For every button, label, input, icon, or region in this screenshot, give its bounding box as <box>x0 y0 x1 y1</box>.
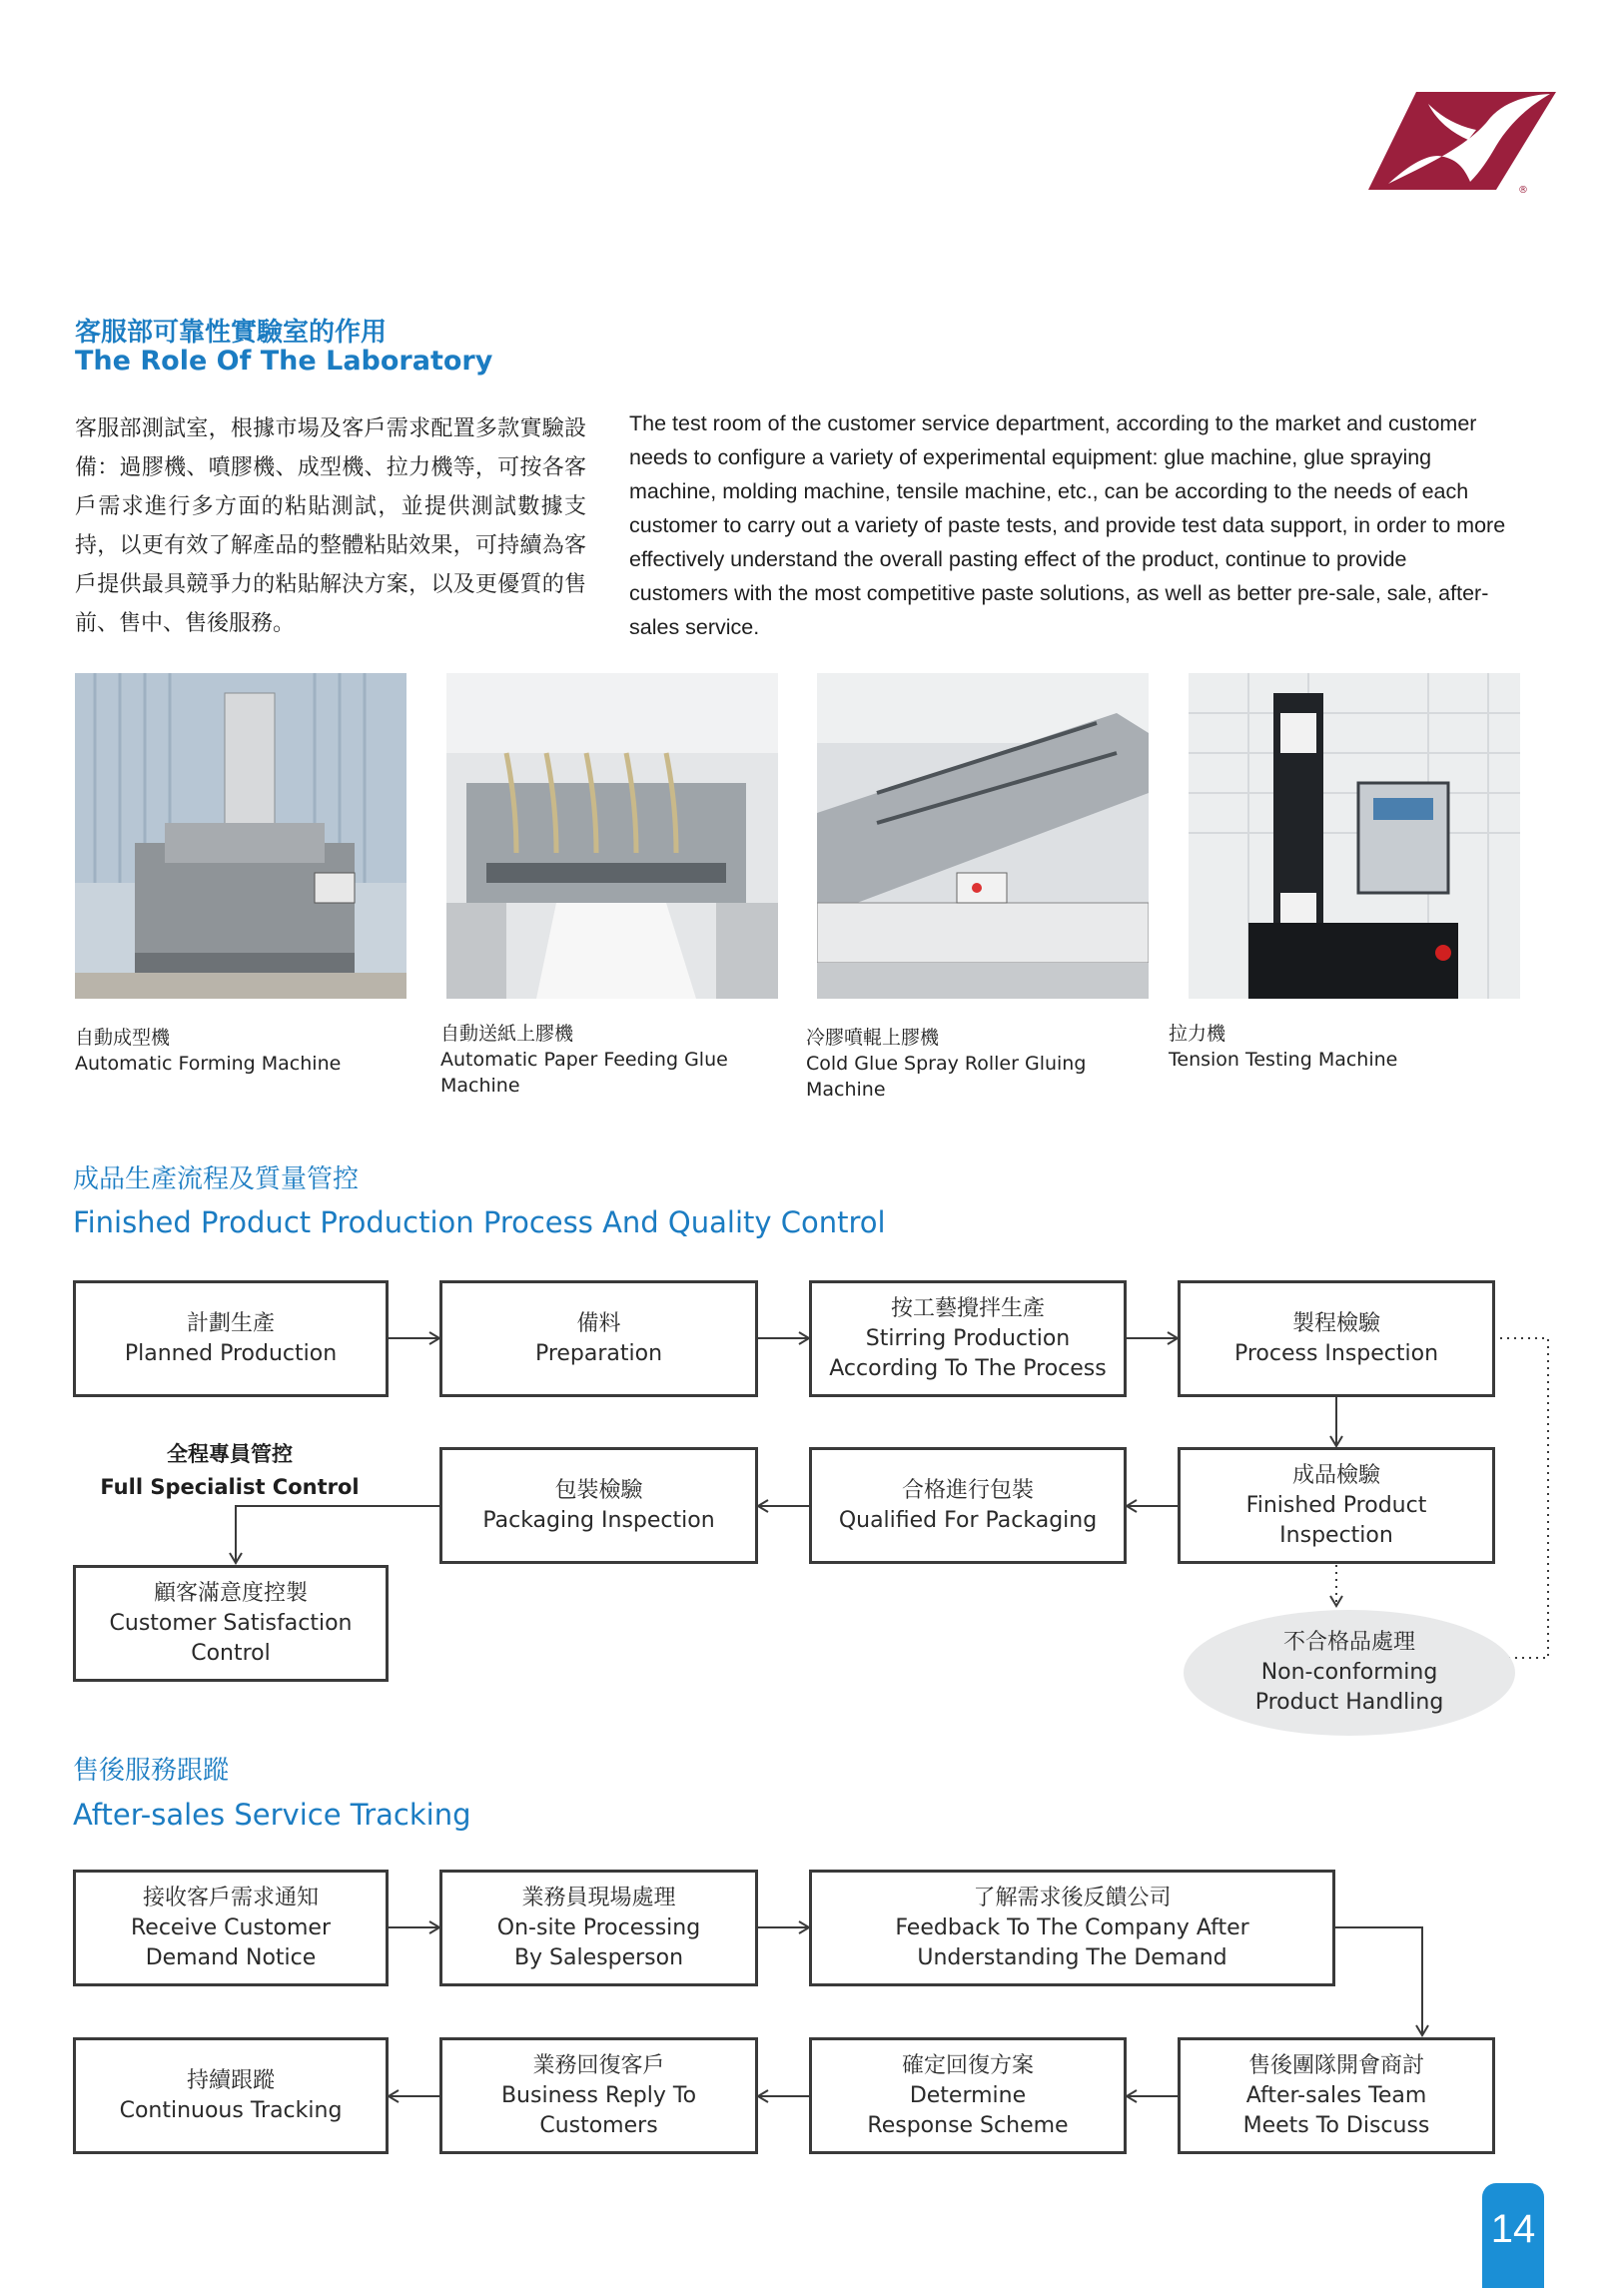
registered-mark: ® <box>1518 185 1528 196</box>
caption-forming-machine <box>75 1025 341 1077</box>
forming-machine-photo <box>75 673 406 999</box>
step-zh: 顧客滿意度控製 <box>153 1580 308 1606</box>
step-en-line2: Response Scheme <box>867 2112 1069 2138</box>
step-en-line2: Customers <box>539 2112 658 2138</box>
step-stirring-production <box>809 1280 1127 1397</box>
paper-feeding-machine-photo <box>446 673 778 999</box>
step-zh: 按工藝攪拌生產 <box>890 1295 1045 1321</box>
step-en-line2: Understanding The Demand <box>917 1944 1227 1970</box>
as-step-receive-demand <box>73 1870 389 1986</box>
step-zh: 製程檢驗 <box>1291 1310 1380 1336</box>
step-zh: 包裝檢驗 <box>554 1477 643 1503</box>
step-en: Qualified For Packaging <box>838 1507 1098 1533</box>
step-en-line2: Control <box>191 1640 271 1666</box>
step-zh: 計劃生產 <box>186 1310 275 1336</box>
as-step-team-meeting <box>1178 2037 1495 2154</box>
step-en: Preparation <box>534 1340 663 1366</box>
step-en: On-site Processing <box>496 1914 701 1940</box>
step-en-line2: According To The Process <box>829 1355 1107 1381</box>
as-step-onsite-processing <box>439 1870 758 1986</box>
as-step-business-reply <box>439 2037 758 2154</box>
caption-en: Cold Glue Spray Roller Gluing Machine <box>806 1053 1087 1101</box>
caption-en: Tension Testing Machine <box>1169 1049 1398 1071</box>
as-step-feedback-company <box>809 1870 1335 1986</box>
step-zh: 合格進行包裝 <box>901 1477 1034 1503</box>
step-qualified-packaging <box>809 1447 1127 1564</box>
step-en-line2: Inspection <box>1279 1522 1393 1548</box>
caption-en: Automatic Paper Feeding Glue Machine <box>440 1049 728 1097</box>
nonconforming-zh: 不合格品處理 <box>1282 1630 1415 1655</box>
caption-en: Automatic Forming Machine <box>75 1053 342 1075</box>
step-zh: 業務回復客戶 <box>532 2052 665 2078</box>
page-number: 14 <box>1482 2183 1544 2288</box>
step-zh: 售後團隊開會商討 <box>1247 2052 1424 2078</box>
caption-paper-feeding <box>440 1021 740 1099</box>
step-en-line2: Meets To Discuss <box>1242 2112 1430 2138</box>
step-zh: 成品檢驗 <box>1291 1462 1380 1488</box>
as-step-determine-scheme <box>809 2037 1127 2154</box>
step-process-inspection <box>1178 1280 1495 1397</box>
lab-title-en: The Role Of The Laboratory <box>75 346 493 377</box>
caption-tension-tester <box>1169 1021 1397 1073</box>
step-packaging-inspection <box>439 1447 758 1564</box>
step-en-line2: Demand Notice <box>145 1944 317 1970</box>
aftersales-title-en: After-sales Service Tracking <box>73 1798 471 1832</box>
step-preparation <box>439 1280 758 1397</box>
step-en: After-sales Team <box>1245 2082 1427 2108</box>
nonconforming-handling <box>1184 1610 1515 1736</box>
full-specialist-control-label <box>75 1438 385 1504</box>
production-title-zh: 成品生產流程及質量管控 <box>73 1164 360 1194</box>
specialist-zh: 全程專員管控 <box>167 1442 293 1466</box>
caption-zh: 自動成型機 <box>75 1027 171 1049</box>
step-finished-inspection <box>1178 1447 1495 1564</box>
step-en-line2: By Salesperson <box>513 1944 684 1970</box>
step-en: Stirring Production <box>865 1325 1071 1351</box>
cold-glue-machine-photo <box>817 673 1149 999</box>
caption-cold-glue <box>806 1025 1126 1103</box>
caption-zh: 冷膠噴輥上膠機 <box>806 1027 940 1049</box>
tension-tester-photo <box>1189 673 1520 999</box>
step-customer-satisfaction <box>73 1565 389 1682</box>
specialist-en: Full Specialist Control <box>100 1475 360 1499</box>
nonconforming-en-line2: Product Handling <box>1254 1690 1444 1715</box>
production-title-en: Finished Product Production Process And Quality Control <box>73 1205 886 1239</box>
step-en: Feedback To The Company After <box>895 1914 1249 1940</box>
step-en: Planned Production <box>124 1340 338 1366</box>
step-zh: 業務員現場處理 <box>521 1885 676 1910</box>
step-planned-production <box>73 1280 389 1397</box>
lab-intro-en: The test room of the customer service department, according to the market and customer needs to configure a variety of experimental equipment: glue machine, glue spraying machine, molding machine, tensile machine, etc., can be according to the needs of each customer to carry out a variety of paste tests, and provide test data support, in order to more effectively understand the overall pasting effect of the product, continue to provide customers with the most competitive paste solutions, as well as better pre-sale, sale, after-sales service. <box>629 411 1506 639</box>
step-en: Continuous Tracking <box>119 2097 343 2123</box>
step-en: Customer Satisfaction <box>109 1610 353 1636</box>
nonconforming-en: Non-conforming <box>1260 1660 1438 1685</box>
step-zh: 備料 <box>576 1310 621 1336</box>
step-zh: 持續跟蹤 <box>186 2067 275 2093</box>
company-logo <box>1368 86 1558 196</box>
step-zh: 確定回復方案 <box>901 2052 1034 2078</box>
as-step-continuous-tracking <box>73 2037 389 2154</box>
step-zh: 接收客戶需求通知 <box>142 1885 319 1910</box>
aftersales-title-zh: 售後服務跟蹤 <box>73 1756 230 1786</box>
lab-title-zh: 客服部可靠性實驗室的作用 <box>75 318 388 348</box>
step-en: Finished Product <box>1245 1492 1427 1518</box>
caption-zh: 自動送紙上膠機 <box>440 1023 574 1045</box>
step-en: Process Inspection <box>1233 1340 1439 1366</box>
caption-zh: 拉力機 <box>1169 1023 1226 1045</box>
lab-intro-zh: 客服部測試室，根據市場及客戶需求配置多款實驗設備：過膠機、噴膠機、成型機、拉力機等，可按各客戶需求進行多方面的粘貼測試，並提供測試數據支持，以更有效了解產品的整體粘貼效果，可持續為客戶提供最具競爭力的粘貼解決方案，以及更優質的售前、售中、售後服務。 <box>75 416 586 636</box>
step-en: Packaging Inspection <box>482 1507 715 1533</box>
step-en: Determine <box>909 2082 1027 2108</box>
step-en: Receive Customer <box>131 1914 331 1940</box>
step-zh: 了解需求後反饋公司 <box>973 1885 1172 1910</box>
step-en: Business Reply To <box>500 2082 697 2108</box>
